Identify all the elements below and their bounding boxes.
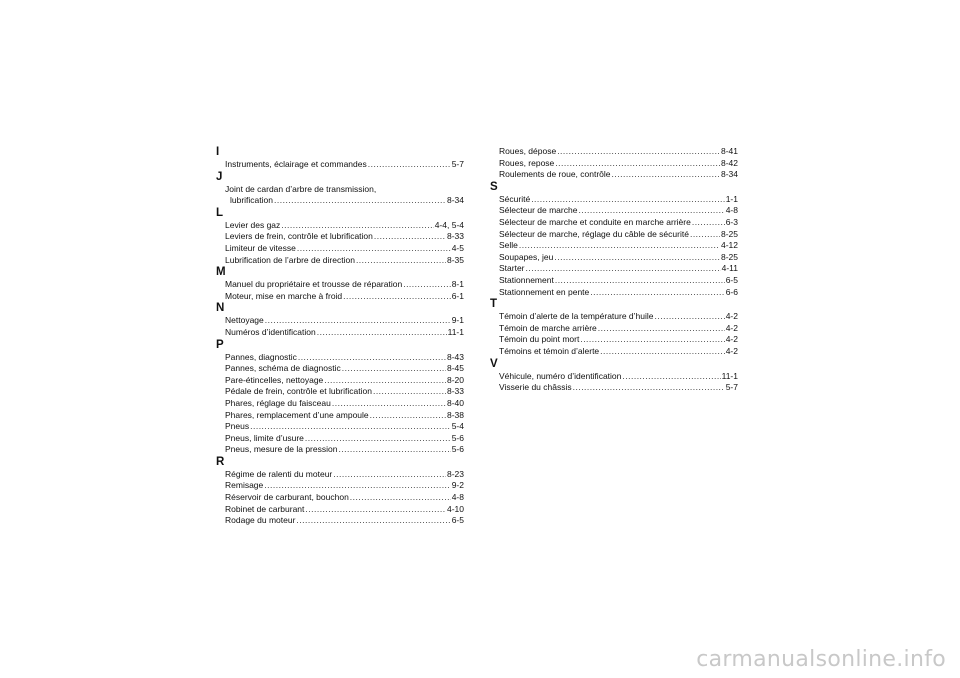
index-entry — [490, 371, 738, 383]
entry-page-number: 4-12 — [720, 240, 738, 251]
entry-page-number: 8-43 — [446, 351, 464, 362]
dot-leader — [274, 195, 446, 207]
entry-label: Robinet de carburant — [225, 503, 305, 514]
entry-page-number: 5-6 — [451, 444, 464, 455]
entry-label: Pneus, mesure de la pression — [225, 444, 338, 455]
entry-label: Stationnement en pente — [499, 286, 590, 297]
index-entry — [490, 323, 738, 335]
entry-page-number: 8-34 — [720, 169, 738, 180]
entry-label: Pare-étincelles, nettoyage — [225, 374, 324, 385]
index-letter-heading: L — [216, 206, 224, 219]
entry-label: Moteur, mise en marche à froid — [225, 290, 343, 301]
dot-leader — [265, 315, 451, 327]
entry-label: Pédale de frein, contrôle et lubrification — [225, 386, 372, 397]
index-entry — [490, 287, 738, 299]
index-entry — [216, 515, 464, 527]
index-entry — [216, 315, 464, 327]
index-letter-heading: M — [216, 266, 226, 279]
entry-page-number: 8-20 — [446, 374, 464, 385]
entry-page-number: 8-40 — [446, 397, 464, 408]
index-entry — [490, 240, 738, 252]
entry-label: Starter — [499, 263, 525, 274]
entry-page-number: 8-33 — [446, 231, 464, 242]
dot-leader — [356, 255, 446, 267]
entry-label: Sécurité — [499, 193, 531, 204]
dot-leader — [343, 291, 451, 303]
entry-label: Rodage du moteur — [225, 515, 296, 526]
dot-leader — [519, 240, 720, 252]
entry-label: Numéros d’identification — [225, 326, 316, 337]
index-entry — [490, 275, 738, 287]
entry-page-number: 8-42 — [720, 157, 738, 168]
dot-leader — [557, 146, 720, 158]
dot-leader — [403, 279, 451, 291]
dot-leader — [573, 382, 725, 394]
index-letter-heading: J — [216, 170, 223, 183]
entry-page-number: 9-1 — [451, 315, 464, 326]
index-entry — [216, 469, 464, 481]
entry-page-number: 6-5 — [725, 274, 738, 285]
index-letter-heading: N — [216, 302, 225, 315]
index-entry — [216, 492, 464, 504]
entry-page-number: 8-38 — [446, 409, 464, 420]
entry-page-number: 11-1 — [721, 370, 738, 381]
entry-label: Témoin d’alerte de la température d’huile — [499, 311, 654, 322]
dot-leader — [531, 194, 725, 206]
index-entry — [216, 352, 464, 364]
entry-page-number: 1-1 — [725, 193, 738, 204]
index-entry — [216, 220, 464, 232]
dot-leader — [250, 421, 451, 433]
entry-label: Levier des gaz — [225, 219, 281, 230]
dot-leader — [324, 375, 446, 387]
entry-label: Pannes, schéma de diagnostic — [225, 363, 341, 374]
entry-page-number: 6-5 — [451, 515, 464, 526]
dot-leader — [590, 287, 724, 299]
index-letter-heading: R — [216, 455, 225, 468]
dot-leader — [297, 243, 451, 255]
dot-leader — [374, 231, 446, 243]
index-entry — [490, 311, 738, 323]
entry-label: Nettoyage — [225, 315, 264, 326]
index-entry — [216, 327, 464, 339]
index-entry — [490, 194, 738, 206]
entry-label: Soupapes, jeu — [499, 251, 554, 262]
entry-page-number: 4-2 — [725, 334, 738, 345]
index-entry — [216, 375, 464, 387]
entry-page-number: 6-3 — [725, 216, 738, 227]
dot-leader — [373, 386, 446, 398]
entry-label: Témoin de marche arrière — [499, 322, 597, 333]
entry-page-number: 8-23 — [446, 468, 464, 479]
index-entry — [216, 184, 464, 196]
entry-page-number: 5-6 — [451, 432, 464, 443]
entry-label: Instruments, éclairage et commandes — [225, 159, 367, 169]
dot-leader — [526, 263, 721, 275]
entry-page-number: 8-33 — [446, 386, 464, 397]
dot-leader — [598, 323, 725, 335]
entry-label: Témoins et témoin d’alerte — [499, 345, 600, 356]
index-entry — [216, 291, 464, 303]
entry-page-number: 8-41 — [720, 146, 738, 156]
index-entry — [490, 229, 738, 241]
index-entry — [216, 243, 464, 255]
entry-label: Visserie du châssis — [499, 382, 572, 393]
index-entry — [216, 433, 464, 445]
index-entry — [216, 159, 464, 171]
dot-leader — [338, 444, 450, 456]
index-entry — [490, 263, 738, 275]
dot-leader — [350, 492, 451, 504]
entry-page-number: 4-2 — [725, 322, 738, 333]
entry-label: Manuel du propriétaire et trousse de réparation — [225, 279, 403, 290]
index-letter-heading: P — [216, 338, 224, 351]
entry-label: Joint de cardan d’arbre de transmission, — [225, 183, 377, 194]
index-entry — [490, 146, 738, 158]
index-entry — [216, 231, 464, 243]
dot-leader — [368, 159, 451, 171]
dot-leader — [692, 217, 725, 229]
entry-page-number: 8-25 — [720, 251, 738, 262]
dot-leader — [690, 229, 720, 241]
entry-page-number: 4-8 — [451, 492, 464, 503]
watermark-text: carmanualsonline.info — [696, 647, 946, 672]
entry-label: Roulements de roue, contrôle — [499, 169, 611, 180]
dot-leader — [317, 327, 447, 339]
entry-label: Sélecteur de marche et conduite en marche arrière — [499, 216, 691, 227]
index-column-left — [216, 146, 464, 527]
entry-label: Roues, repose — [499, 157, 555, 168]
index-entry — [216, 421, 464, 433]
dot-leader — [332, 398, 446, 410]
index-entry — [216, 386, 464, 398]
entry-label: Véhicule, numéro d’identification — [499, 370, 622, 381]
dot-leader — [305, 504, 446, 516]
entry-page-number: 4-10 — [446, 503, 464, 514]
index-entry — [490, 346, 738, 358]
dot-leader — [555, 158, 720, 170]
entry-label: Remisage — [225, 480, 264, 491]
entry-page-number: 8-35 — [446, 254, 464, 265]
index-letter-heading: V — [490, 357, 498, 370]
entry-page-number: 6-6 — [725, 286, 738, 297]
entry-page-number: 8-34 — [446, 195, 464, 206]
index-entry — [216, 504, 464, 516]
dot-leader — [298, 352, 446, 364]
index-entry — [216, 279, 464, 291]
dot-leader — [655, 311, 725, 323]
entry-page-number: 4-8 — [725, 205, 738, 216]
index-entry — [216, 398, 464, 410]
entry-page-number: 4-2 — [725, 345, 738, 356]
index-entry — [216, 255, 464, 267]
entry-page-number: 4-5 — [451, 242, 464, 253]
entry-page-number: 5-7 — [725, 382, 738, 393]
index-letter-heading: T — [490, 298, 498, 311]
entry-label: Leviers de frein, contrôle et lubrification — [225, 231, 373, 242]
entry-label: Réservoir de carburant, bouchon — [225, 492, 349, 503]
index-entry — [490, 158, 738, 170]
entry-label: Roues, dépose — [499, 146, 557, 156]
entry-page-number: 8-45 — [446, 363, 464, 374]
entry-page-number: 4-4, 5-4 — [434, 219, 464, 230]
entry-label: Témoin du point mort — [499, 334, 580, 345]
entry-label: Pannes, diagnostic — [225, 351, 297, 362]
entry-page-number: 4-2 — [725, 311, 738, 322]
dot-leader — [370, 410, 446, 422]
entry-page-number: 8-25 — [720, 228, 738, 239]
index-entry — [490, 205, 738, 217]
index-column-right — [490, 146, 738, 394]
dot-leader — [333, 469, 446, 481]
dot-leader — [578, 205, 724, 217]
entry-label: Limiteur de vitesse — [225, 242, 296, 253]
dot-leader — [555, 275, 725, 287]
entry-label: Sélecteur de marche — [499, 205, 578, 216]
index-letter-heading: I — [216, 146, 220, 158]
entry-page-number: 6-1 — [451, 290, 464, 301]
dot-leader — [281, 220, 433, 232]
dot-leader — [342, 363, 446, 375]
dot-leader — [554, 252, 720, 264]
index-entry — [490, 217, 738, 229]
entry-page-number: 9-2 — [451, 480, 464, 491]
entry-page-number: 5-7 — [451, 159, 464, 169]
index-entry — [216, 444, 464, 456]
index-entry — [216, 410, 464, 422]
dot-leader — [580, 334, 724, 346]
index-entry — [490, 169, 738, 181]
entry-label: Phares, réglage du faisceau — [225, 397, 331, 408]
index-letter-heading: S — [490, 180, 498, 193]
dot-leader — [264, 480, 450, 492]
index-entry — [216, 363, 464, 375]
dot-leader — [600, 346, 725, 358]
entry-label: Régime de ralenti du moteur — [225, 468, 333, 479]
index-entry — [490, 334, 738, 346]
index-entry — [490, 252, 738, 264]
entry-page-number: 5-4 — [451, 421, 464, 432]
entry-label: Pneus — [225, 421, 250, 432]
entry-page-number: 11-1 — [447, 326, 464, 337]
index-entry — [490, 382, 738, 394]
index-entry — [216, 195, 464, 207]
entry-label: Selle — [499, 240, 518, 251]
entry-label: Stationnement — [499, 274, 554, 285]
entry-label: Sélecteur de marche, réglage du câble de sécurité — [499, 228, 689, 239]
entry-page-number: 8-1 — [451, 279, 464, 290]
entry-page-number: 4-11 — [721, 263, 738, 274]
entry-label: lubrification — [230, 195, 273, 206]
dot-leader — [612, 169, 720, 181]
dot-leader — [305, 433, 451, 445]
entry-label: Pneus, limite d’usure — [225, 432, 304, 443]
entry-label: Lubrification de l’arbre de direction — [225, 254, 355, 265]
dot-leader — [622, 371, 720, 383]
index-entry — [216, 480, 464, 492]
dot-leader — [296, 515, 450, 527]
entry-label: Phares, remplacement d’une ampoule — [225, 409, 369, 420]
